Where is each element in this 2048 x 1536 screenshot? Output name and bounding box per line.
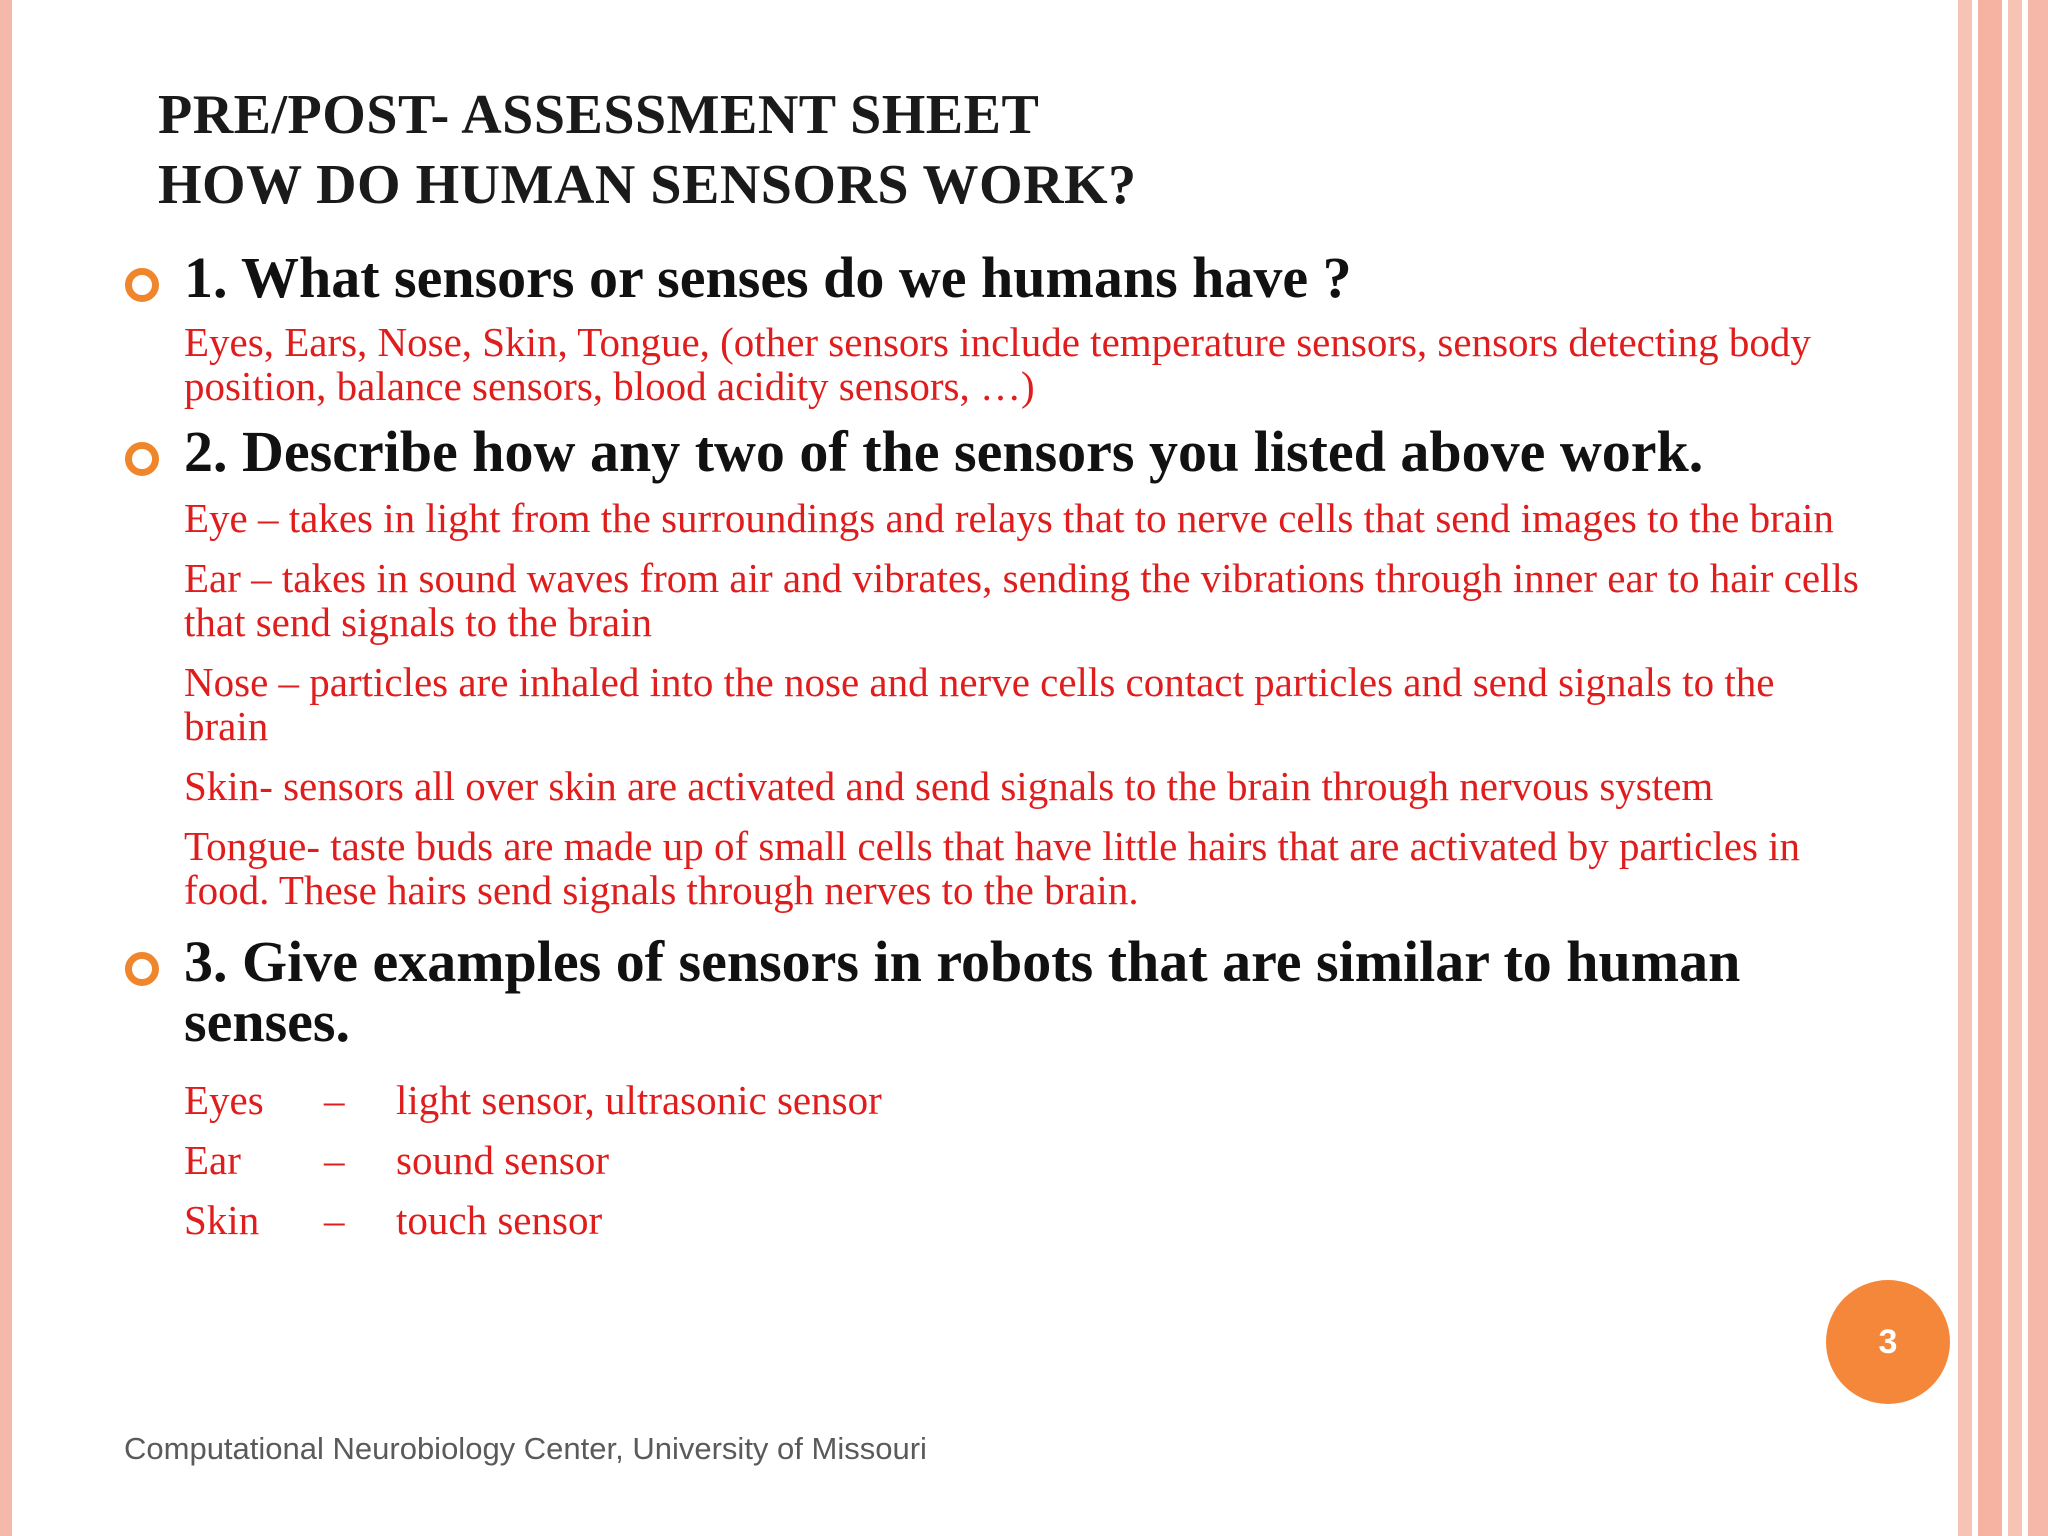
sensor-label: touch sensor: [396, 1197, 603, 1243]
question-1: [120, 245, 1860, 310]
ring-bullet-icon: [125, 442, 159, 476]
question-3: [120, 929, 1860, 1054]
sense-label: Ear: [184, 1137, 241, 1183]
slide-title: [158, 80, 1808, 220]
slide-title-line-1: PRE/POST- ASSESSMENT SHEET: [158, 84, 1040, 146]
left-border-decoration: [0, 0, 12, 1536]
question-3-text: 3. Give examples of sensors in robots that are similar to human senses.: [184, 929, 1741, 1054]
answer-eye: Eye – takes in light from the surroundings and relays that to nerve cells that send images to the brain: [184, 495, 1834, 541]
robot-sensor-row: [184, 1070, 1860, 1130]
page-number-badge: 3: [1826, 1280, 1950, 1404]
sensor-label: light sensor, ultrasonic sensor: [396, 1077, 882, 1123]
robot-sensor-table: [184, 1070, 1860, 1250]
answer-tongue: Tongue- taste buds are made up of small cells that have little hairs that are activated by particles in food. These hairs send signals through nerves to the brain.: [184, 823, 1801, 913]
answer-skin: Skin- sensors all over skin are activated and send signals to the brain through nervous system: [184, 763, 1714, 809]
slide-title-line-2: HOW DO HUMAN SENSORS WORK?: [158, 154, 1137, 216]
sense-label: Eyes: [184, 1077, 264, 1123]
sensor-label: sound sensor: [396, 1137, 609, 1183]
question-1-answer: Eyes, Ears, Nose, Skin, Tongue, (other sensors include temperature sensors, sensors detecting body position, balance sensors, blood acidity sensors, …): [184, 319, 1811, 409]
answer-ear: Ear – takes in sound waves from air and vibrates, sending the vibrations through inner ear to hair cells that send signals to the brain: [184, 555, 1859, 645]
dash: –: [324, 1077, 345, 1123]
right-border-decoration: [1958, 0, 2048, 1536]
slide-body: [120, 245, 1860, 1250]
robot-sensor-row: [184, 1130, 1860, 1190]
question-1-text: 1. What sensors or senses do we humans have ?: [184, 245, 1352, 310]
footer-text: Computational Neurobiology Center, University of Missouri: [124, 1431, 927, 1466]
ring-bullet-icon: [125, 268, 159, 302]
ring-bullet-icon: [125, 952, 159, 986]
question-2: [120, 419, 1860, 484]
dash: –: [324, 1137, 345, 1183]
answer-nose: Nose – particles are inhaled into the nose and nerve cells contact particles and send signals to the brain: [184, 659, 1775, 749]
dash: –: [324, 1197, 345, 1243]
robot-sensor-row: [184, 1190, 1860, 1250]
question-2-text: 2. Describe how any two of the sensors you listed above work.: [184, 419, 1704, 484]
sense-label: Skin: [184, 1197, 260, 1243]
